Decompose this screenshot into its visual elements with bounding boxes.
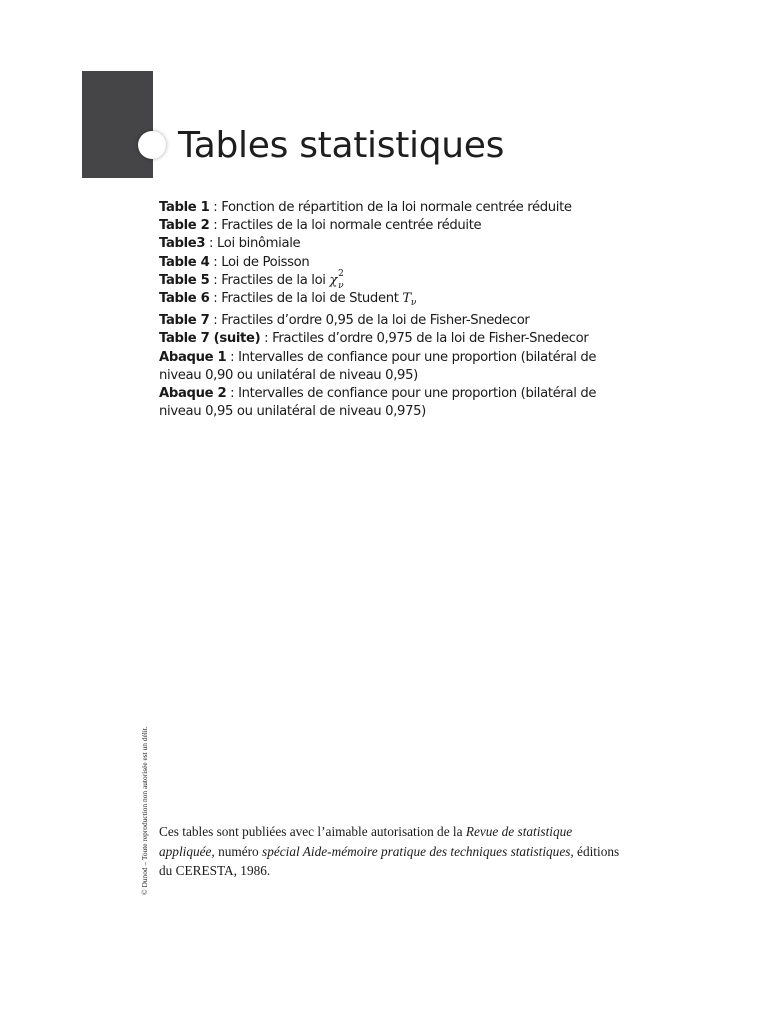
toc-entry-abaque-1: Abaque 1 : Intervalles de confiance pour une proportion (bilatéral de niveau 0,90 ou unilatéral de niveau 0,95)	[159, 349, 597, 383]
chi-square-symbol: χ 2 ν	[329, 268, 344, 291]
student-t-symbol: $T_\nu$	[402, 291, 416, 309]
chapter-bullet-circle	[138, 131, 166, 159]
toc-entry-table-1: Table 1 : Fonction de répartition de la loi normale centrée réduite	[159, 200, 572, 215]
chapter-title: Tables statistiques	[178, 125, 505, 166]
credit-paragraph: Ces tables sont publiées avec l’aimable autorisation de la Revue de statistique appliquée, numéro spécial Aide-mémoire pratique des techniques statistiques, éditions du CERESTA, 1986.	[159, 824, 620, 878]
chapter-tab	[82, 71, 153, 178]
copyright-notice: © Dunod – Toute reproduction non autorisée est un délit.	[140, 726, 149, 895]
toc-entry-table-2: Table 2 : Fractiles de la loi normale centrée réduite	[159, 218, 482, 234]
toc-entry-table-5: Table 5 : Fractiles de la loi χ 2 ν	[159, 268, 344, 291]
table-of-contents	[159, 199, 629, 421]
toc-entry-table-4: Table 4 : Loi de Poisson	[159, 254, 310, 270]
toc-entry-abaque-2: Abaque 2 : Intervalles de confiance pour une proportion (bilatéral de niveau 0,95 ou unilatéral de niveau 0,975)	[159, 386, 597, 420]
toc-entry-table-7-suite: Table 7 (suite) : Fractiles d’ordre 0,975 de la loi de Fisher-Snedecor	[159, 331, 589, 347]
toc-entry-table-6: Table 6 : Fractiles de la loi de Student $T_\nu$	[159, 291, 416, 309]
toc-entry-table-3: Table3 : Loi binômiale	[159, 236, 301, 252]
toc-entry-table-7: Table 7 : Fractiles d’ordre 0,95 de la loi de Fisher-Snedecor	[159, 313, 530, 329]
